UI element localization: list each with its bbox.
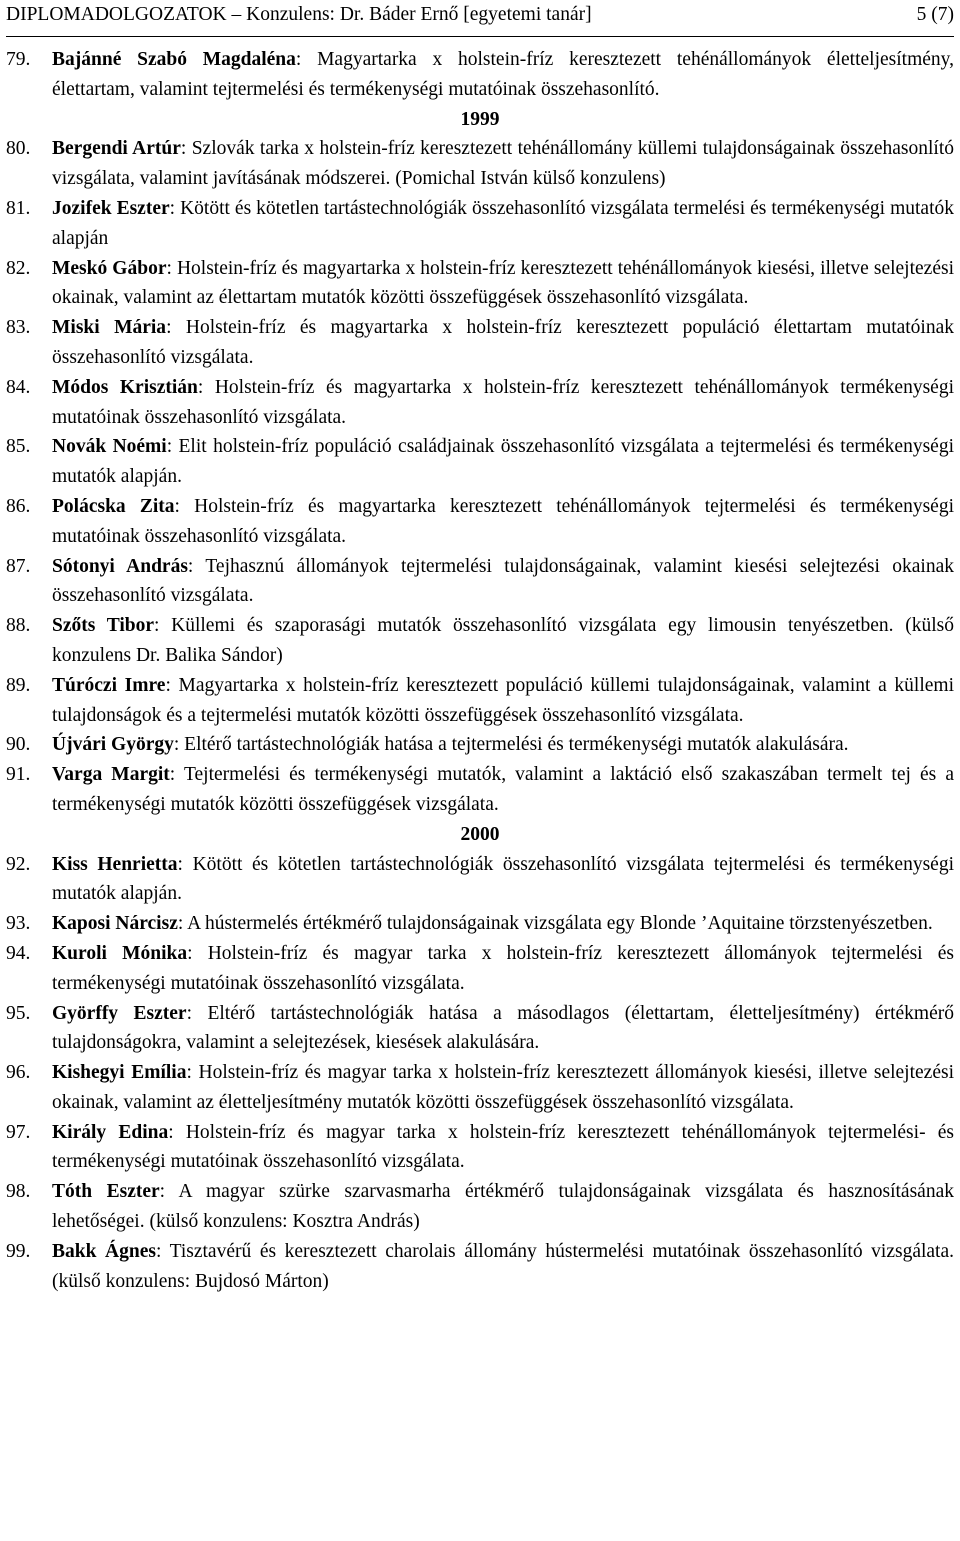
- thesis-title: : Magyartarka x holstein-fríz keresztezett tehénállományok életteljesítmény, élettartam, valamint tejtermelési és termékenységi mutatóinak összehasonlító.: [52, 49, 954, 100]
- author-name: Tóth Eszter: [52, 1181, 160, 1203]
- item-text: [52, 194, 954, 254]
- item-text: [52, 999, 954, 1059]
- item-number: 88.: [6, 615, 31, 637]
- item-number: 97.: [6, 1121, 31, 1143]
- author-name: Kaposi Nárcisz: [52, 913, 178, 935]
- author-name: Király Edina: [52, 1121, 169, 1143]
- list-item: [6, 850, 954, 910]
- item-text: [52, 1177, 954, 1237]
- item-number: 83.: [6, 317, 31, 339]
- thesis-title: : Holstein-fríz és magyartarka x holstein-fríz keresztezett populáció élettartam mutatóinak összehasonlító vizsgálata.: [52, 317, 955, 368]
- thesis-title: : Kötött és kötetlen tartástechnológiák összehasonlító vizsgálata tejtermelési és termékenységi mutatók alapján.: [52, 853, 954, 905]
- item-number: 95.: [6, 1002, 31, 1024]
- list-item: [6, 671, 954, 731]
- item-text: [52, 1058, 954, 1118]
- thesis-title: : Tisztavérű és keresztezett charolais állomány hústermelési mutatóinak összehasonlító vizsgálata. (külső konzulens: Bujdosó Márton): [52, 1240, 954, 1292]
- item-number: 87.: [6, 555, 31, 577]
- thesis-title: : Eltérő tartástechnológiák hatása a tejtermelési és termékenységi mutatók alakulására.: [173, 734, 849, 756]
- thesis-title: : A magyar szürke szarvasmarha értékmérő tulajdonságainak vizsgálata és hasznosításának lehetőségei. (külső konzulens: Kosztra András): [52, 1181, 954, 1233]
- item-number: 90.: [6, 734, 31, 756]
- author-name: Polácska Zita: [52, 495, 175, 517]
- author-name: Túróczi Imre: [52, 674, 166, 696]
- item-text: [52, 45, 954, 105]
- list-item: [6, 1237, 954, 1297]
- thesis-title: : Holstein-fríz és magyar tarka x holstein-fríz keresztezett állományok tejtermelési és termékenységi mutatóinak összehasonlító vizsgálata.: [52, 942, 954, 994]
- year-heading: 2000: [460, 823, 500, 845]
- thesis-title: : Kötött és kötetlen tartástechnológiák összehasonlító vizsgálata termelési és termékenységi mutatók alapján: [52, 197, 955, 249]
- list-item: [6, 909, 954, 939]
- list-item: [6, 254, 954, 314]
- item-text: [52, 939, 954, 999]
- thesis-title: : Holstein-fríz és magyartarka x holstein-fríz keresztezett tehénállományok termékenységi mutatóinak összehasonlító vizsgálata.: [52, 376, 954, 428]
- item-text: [52, 760, 954, 820]
- item-number: 86.: [6, 495, 31, 517]
- author-name: Szőts Tibor: [52, 615, 155, 637]
- author-name: Györffy Eszter: [52, 1002, 187, 1024]
- item-text: [52, 254, 954, 314]
- item-text: [52, 909, 954, 939]
- item-number: 98.: [6, 1181, 31, 1203]
- author-name: Bajánné Szabó Magdaléna: [52, 49, 296, 70]
- thesis-title: : Holstein-fríz és magyartarka keresztezett tehénállományok tejtermelési és termékenységi mutatóinak összehasonlító vizsgálata.: [52, 495, 954, 547]
- item-text: [52, 552, 954, 612]
- page-number: 5 (7): [916, 4, 954, 25]
- list-item: [6, 492, 954, 552]
- thesis-title: : Elit holstein-fríz populáció családjainak összehasonlító vizsgálata a tejtermelési és termékenységi mutatók alapján.: [52, 436, 955, 488]
- item-text: [52, 611, 954, 671]
- author-name: Módos Krisztián: [52, 376, 198, 398]
- thesis-list: [6, 45, 954, 1296]
- item-number: 93.: [6, 913, 31, 935]
- list-item: [6, 373, 954, 433]
- list-item: [6, 1177, 954, 1237]
- thesis-title: : Tejtermelési és termékenységi mutatók, valamint a laktáció első szakaszában termelt tej és a termékenységi mutatók közötti összefüggések vizsgálata.: [52, 764, 954, 815]
- thesis-title: : Holstein-fríz és magyar tarka x holstein-fríz keresztezett állományok kiesési, illetve selejtezési okainak, valamint az életteljesítmény mutatók közötti összefüggések összehasonlító vizsgálata.: [52, 1062, 954, 1113]
- item-text: [52, 850, 954, 910]
- list-item: [6, 45, 954, 105]
- list-item: [6, 313, 954, 373]
- list-item: [6, 999, 954, 1059]
- item-text: [52, 730, 954, 760]
- list-item: [6, 1118, 954, 1178]
- list-item: [6, 760, 954, 820]
- item-text: [52, 432, 954, 492]
- list-item: [6, 552, 954, 612]
- author-name: Újvári György: [52, 734, 174, 756]
- item-text: [52, 1118, 954, 1178]
- item-number: 99.: [6, 1240, 31, 1262]
- author-name: Bergendi Artúr: [52, 138, 181, 160]
- item-text: [52, 134, 954, 194]
- thesis-title: : Küllemi és szaporasági mutatók összehasonlító vizsgálata egy limousin tenyészetben. (külső konzulens Dr. Balika Sándor): [52, 615, 954, 666]
- header-title: DIPLOMADOLGOZATOK – Konzulens: Dr. Báder Ernő [egyetemi tanár]: [6, 4, 592, 25]
- item-text: [52, 313, 954, 373]
- item-number: 91.: [6, 764, 31, 786]
- item-text: [52, 671, 954, 731]
- item-number: 94.: [6, 942, 31, 964]
- thesis-title: : Holstein-fríz és magyartarka x holstein-fríz keresztezett tehénállományok kiesési, illetve selejtezési okainak, valamint az élettartam mutatók közötti összefüggések összehasonlító vizsgálata.: [52, 257, 954, 309]
- thesis-title: : Holstein-fríz és magyar tarka x holstein-fríz keresztezett tehénállományok tejtermelési- és termékenységi mutatóinak összehasonlító vizsgálata.: [52, 1121, 954, 1173]
- list-item: [6, 611, 954, 671]
- item-number: 84.: [6, 376, 31, 398]
- thesis-title: : Magyartarka x holstein-fríz keresztezett populáció küllemi tulajdonságainak, valamint a küllemi tulajdonságok és a tejtermelési mutatók közötti összefüggések összehasonlító vizsgálata.: [52, 674, 954, 726]
- author-name: Kishegyi Emília: [52, 1062, 187, 1084]
- item-number: 82.: [6, 257, 31, 279]
- list-item: [6, 194, 954, 254]
- list-item: [6, 134, 954, 194]
- list-item: [6, 1058, 954, 1118]
- item-number: 96.: [6, 1062, 31, 1084]
- author-name: Kuroli Mónika: [52, 942, 188, 964]
- author-name: Kiss Henrietta: [52, 853, 178, 875]
- thesis-title: : Szlovák tarka x holstein-fríz keresztezett tehénállomány küllemi tulajdonságainak összehasonlító vizsgálata, valamint javításának módszerei. (Pomichal István külső konzulens): [52, 138, 954, 190]
- author-name: Meskó Gábor: [52, 257, 167, 279]
- item-number: 79.: [6, 49, 31, 70]
- author-name: Sótonyi András: [52, 555, 188, 577]
- item-text: [52, 492, 954, 552]
- item-number: 80.: [6, 138, 31, 160]
- author-name: Jozifek Eszter: [52, 197, 170, 219]
- author-name: Novák Noémi: [52, 436, 167, 458]
- list-item: [6, 432, 954, 492]
- thesis-title: : A hústermelés értékmérő tulajdonságainak vizsgálata egy Blonde ’Aquitaine törzstenyészetben.: [177, 913, 933, 935]
- author-name: Bakk Ágnes: [52, 1240, 156, 1262]
- item-number: 81.: [6, 197, 31, 219]
- author-name: Miski Mária: [52, 317, 167, 339]
- thesis-title: : Tejhasznú állományok tejtermelési tulajdonságainak, valamint kiesési selejtezési okainak összehasonlító vizsgálata.: [52, 555, 954, 607]
- item-number: 85.: [6, 436, 31, 458]
- item-text: [52, 1237, 954, 1297]
- item-text: [52, 373, 954, 433]
- list-item: [6, 730, 954, 760]
- year-heading: 1999: [460, 108, 500, 130]
- item-number: 89.: [6, 674, 31, 696]
- author-name: Varga Margit: [52, 764, 170, 786]
- page-header: [6, 2, 954, 37]
- item-number: 92.: [6, 853, 31, 875]
- thesis-title: : Eltérő tartástechnológiák hatása a másodlagos (élettartam, életteljesítmény) értékmérő tulajdonságokra, valamint a selejtezések, kiesések alakulására.: [52, 1002, 954, 1054]
- list-item: [6, 939, 954, 999]
